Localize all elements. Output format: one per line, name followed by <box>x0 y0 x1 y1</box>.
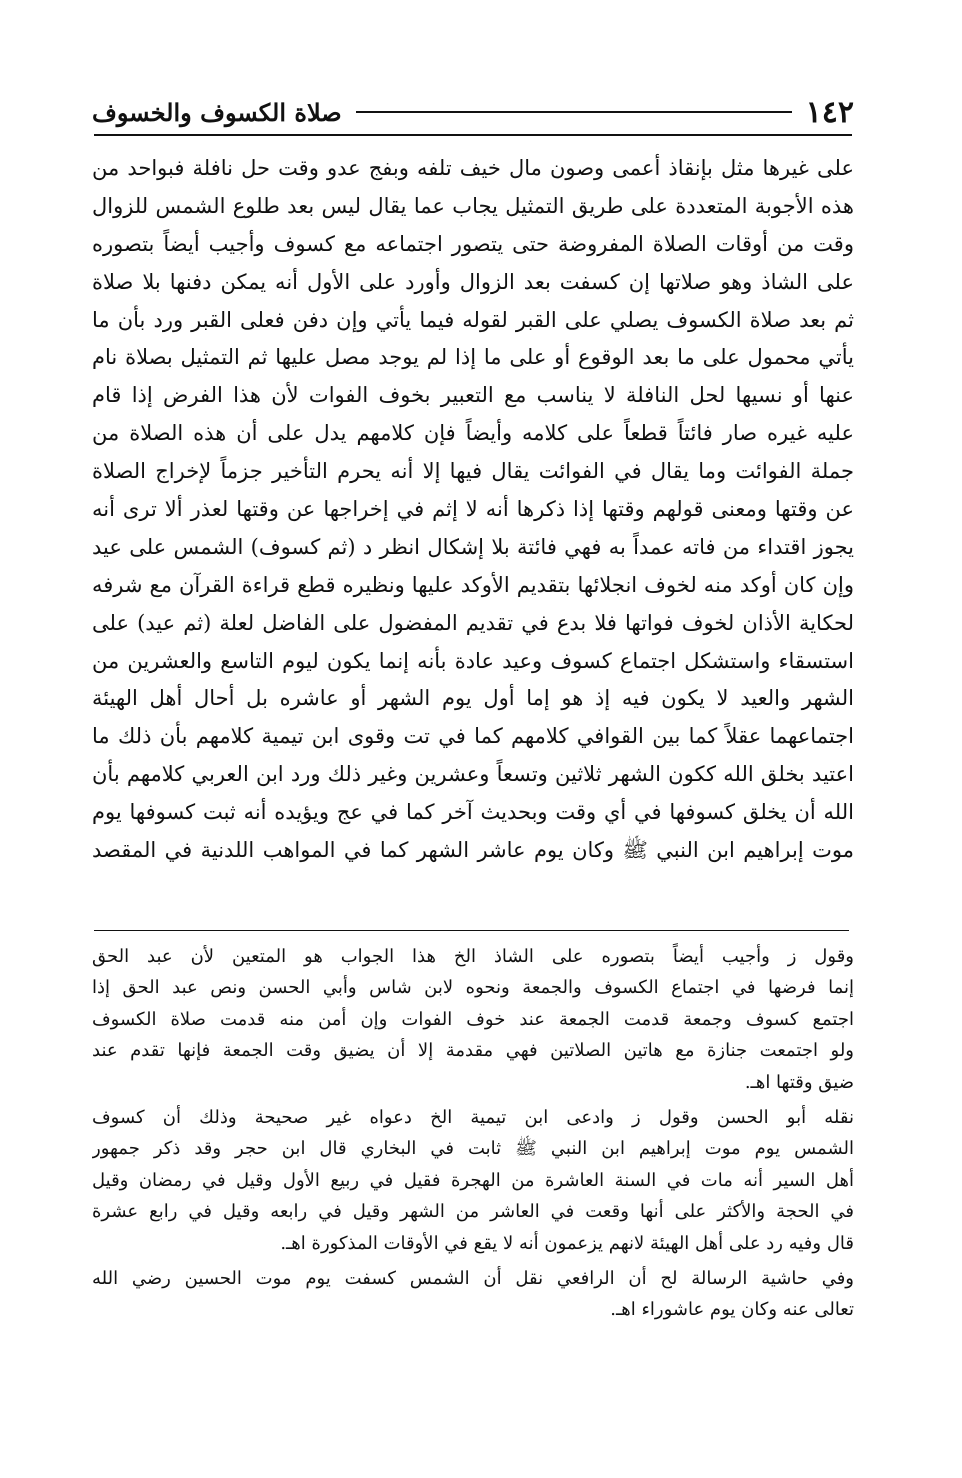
text-line: اجتماعهما عقلاً كما بين القوافي كلامهم كما في تت وقوى ابن تيمية كلامهم بأن ذلك ما <box>92 724 854 749</box>
footnote-line: قال وفيه رد على أهل الهيئة لانهم يزعمون أنه لا يقع في الأوقات المذكورة اهـ. <box>280 1232 854 1254</box>
running-title: صلاة الكسوف والخسوف <box>92 97 342 127</box>
footnote-line: أهل السير أنه مات في السنة العاشرة من الهجرة فقيل في ربيع الأول وقيل في رمضان وقيل <box>92 1169 854 1191</box>
page-number: ١٤٢ <box>805 94 854 130</box>
footnote-paragraph <box>92 941 854 1098</box>
text-line: اعتيد بخلق الله ككون الشهر ثلاثين وتسعاً وعشرين وغير ذلك ورد ابن العربي كلامهم بأن <box>92 762 854 787</box>
footnotes <box>92 941 854 1330</box>
footnote-line: نقله أبو الحسن وقول ز وادعى ابن تيمية الخ دعواه غير صحيحة وذلك أن كسوف <box>92 1106 854 1128</box>
text-line: وإن كان أوكد منه لخوف انجلائها بتقديم الأوكد عليها ونظيره قطع قراءة القرآن مع شرفه <box>92 572 854 597</box>
footnote-line: وقول ز وأجيب أيضاً بتصوره على الشاذ الخ هذا الجواب هو المتعين لأن عبد الحق <box>92 946 854 967</box>
footnote-line: في الحجة والأكثر على أنها وقعت في العاشر من الشهر وقيل في رابعه وقيل في رابع عشرة <box>92 1201 854 1223</box>
footnote-line: ولو اجتمعت جنازة مع هاتين الصلاتين فهي مقدمة إلا أن يضيق وقت الجمعة فإنها تقدم عند <box>92 1040 854 1062</box>
text-line: استسقاء واستشكل اجتماع كسوف وعيد عادة بأنه إنما يكون ليوم التاسع والعشرين من <box>92 648 854 673</box>
text-line: ثم بعد صلاة الكسوف يصلي على القبر لقوله فيما يأتي وإن دفن فعلى القبر ورد بأن ما <box>92 307 854 332</box>
text-line: يجوز اقتداء من فاته عمداً به فهي فائتة بلا إشكال انظر د (ثم كسوف) الشمس على عيد <box>92 534 854 559</box>
text-line: الشهر والعيد لا يكون فيه إذ هو إما أول يوم الشهر أو عاشره بل أحال أهل الهيئة <box>92 686 854 711</box>
header-rule <box>94 134 852 136</box>
footnote-line: إنما فرضها في اجتماع الكسوف والجمعة ونحوه لابن شاس وأبي الحسن ونص عبد الحق إذا <box>92 977 854 999</box>
header-dash-line <box>356 111 792 113</box>
main-text <box>92 150 854 870</box>
footnote-line: اجتمع كسوف وجمعة قدمت الجمعة عند خوف الفوات وإن أمن منه قدمت صلاة الكسوف <box>92 1008 854 1030</box>
text-line: عنها أو نسيها لحل النافلة لا يناسب مع التعبير بخوف الفوات لأن هذا الفرض إذا قام <box>92 383 854 408</box>
text-line: على غيرها مثل بإنقاذ أعمى وصون مال خيف تلفه وبفج عدو وقت حل نافلة فبواحد من <box>92 156 854 180</box>
footnote-line: ضيق وقتها اهـ. <box>744 1071 854 1093</box>
footnote-line: تعالى عنه وكان يوم عاشوراء اهـ. <box>610 1299 854 1321</box>
footnote-line: الشمس يوم موت إبراهيم ابن النبي ﷺ ثابت في البخاري قال ابن حجر وقد ذكر جمهور <box>92 1138 854 1160</box>
text-line: موت إبراهيم ابن النبي ﷺ وكان يوم عاشر الشهر كما في المواهب اللدنية في المقصد <box>92 838 854 863</box>
footnote-paragraph <box>92 1102 854 1259</box>
text-line: عليه غيره صار فائتاً قطعاً على كلامه وأيضاً فإن كلامهم يدل على أن هذه الصلاة من <box>92 421 854 446</box>
text-line: هذه الأجوبة المتعددة على طريق التمثيل يجاب عما يقال ليس بعد طلوع الشمس للزوال <box>92 193 854 218</box>
text-line: جملة الفوائت وما يقال في الفوائت يقال فيها إلا أنه يحرم التأخير جزماً لإخراج الصلاة <box>92 459 854 484</box>
text-line: على الشاذ وهو صلاتها إن كسفت بعد الزوال وأورد على الأول أنه يمكن دفنها بلا صلاة <box>92 269 854 294</box>
text-line: الله أن يخلق كسوفها في أي وقت وبحديث آخر كما في عج ويؤيده أنه ثبت كسوفها يوم <box>92 800 854 825</box>
text-line: عن وقتها ومعنى قولهم وقتها إذا ذكرها أنه لا إثم في إخراجها عن وقتها لعذر ألا ترى أنه <box>92 497 854 522</box>
text-line: وقت من أوقات الصلاة المفروضة حتى يتصور اجتماعه مع كسوف وأجيب أيضاً بتصوره <box>92 231 854 256</box>
text-line: يأتي محمول على ما بعد الوقوع أو على ما إذا لم يوجد مصل عليها ثم التمثيل بصلاة نام <box>92 345 854 370</box>
text-line: لحكاية الأذان لخوف فواتها فلا بدع في تقديم المفضول على الفاضل لعلة (ثم عيد) على <box>92 610 854 635</box>
page-header <box>92 92 854 132</box>
footnote-paragraph <box>92 1263 854 1326</box>
footnote-line: وفي حاشية الرسالة لح أن الرافعي نقل أن الشمس كسفت يوم موت الحسين رضي الله <box>92 1267 854 1289</box>
footnote-separator <box>94 930 849 931</box>
